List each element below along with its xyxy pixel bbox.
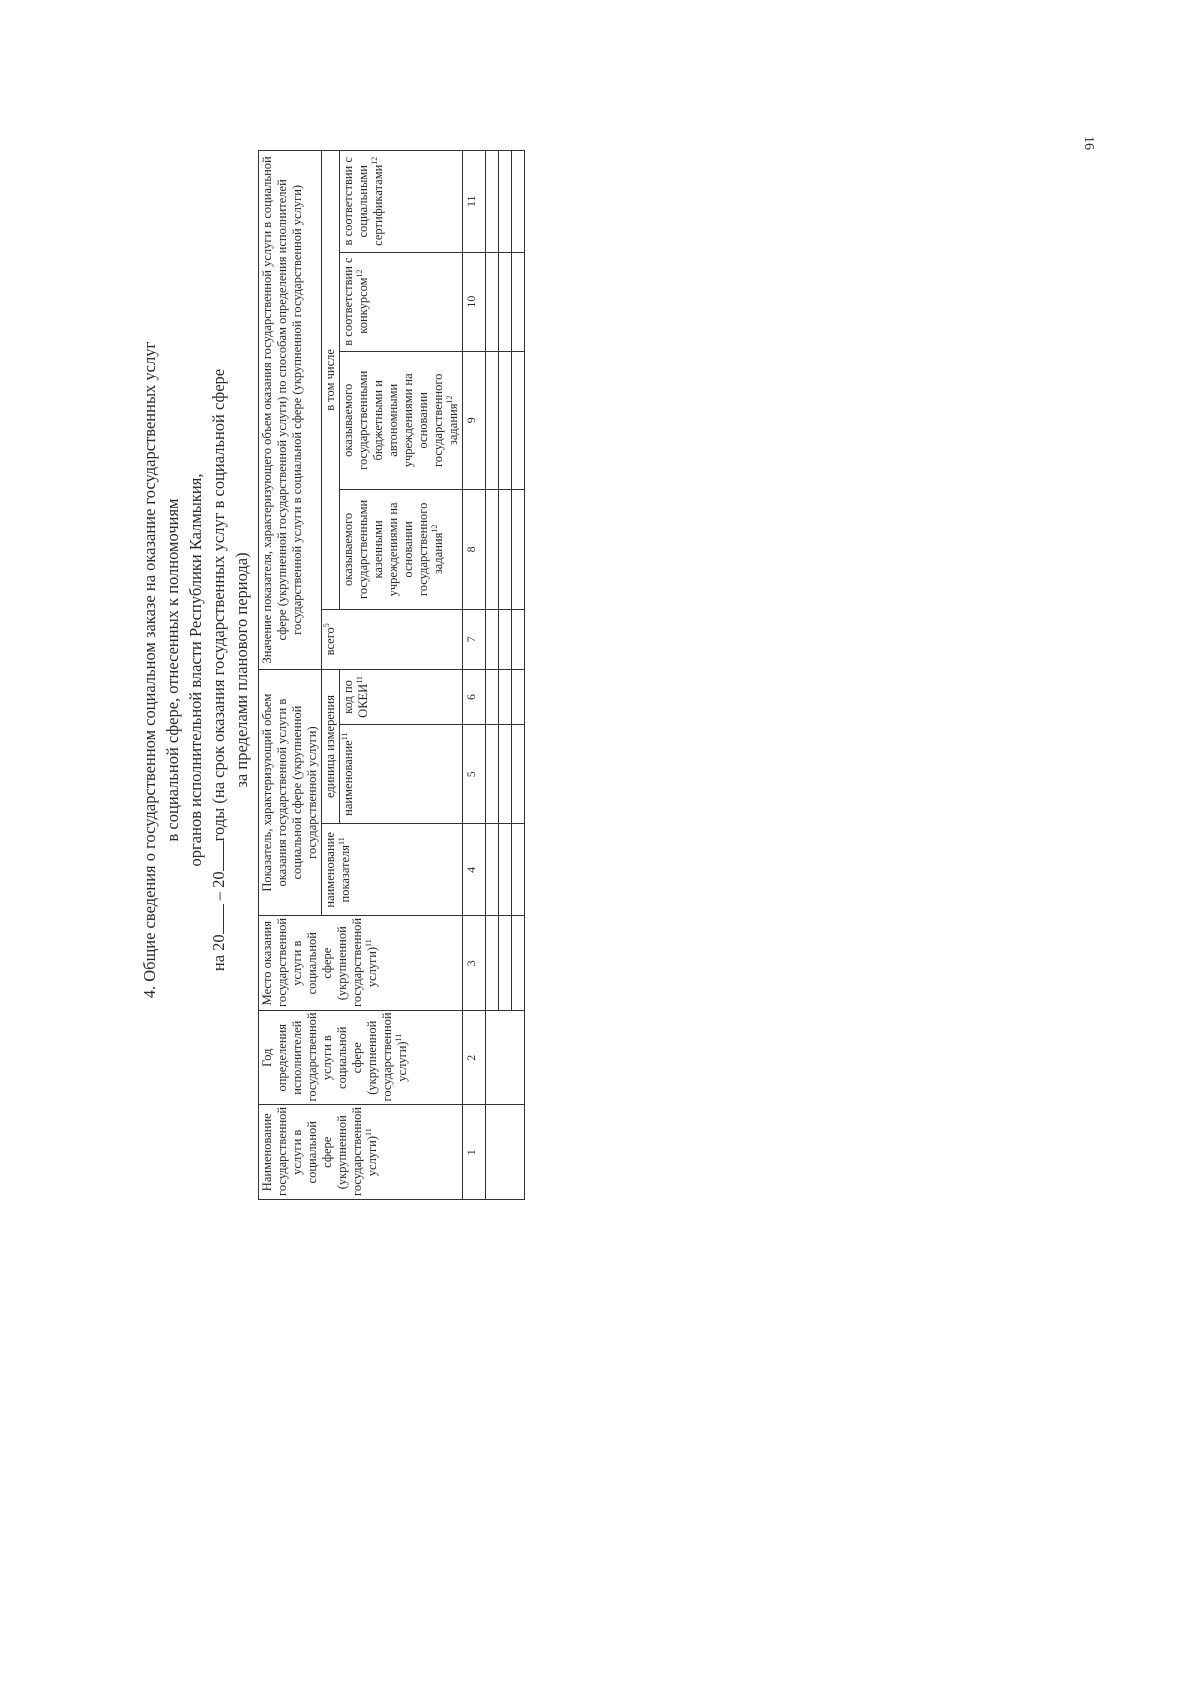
header-value-group: Значение показателя, характеризующего объем оказания государственной услуги в социальной сфере (укрупненной государственной услуги) по способам определения исполнителей государственной услуги в социальной сфере (укрупненной государственной услуги) (259, 151, 322, 670)
empty-cell (512, 609, 525, 669)
heading-line-5: за пределами планового периода) (232, 552, 251, 788)
header-certificates: в соответствии с социальными сертификатами$^{12}$ (340, 151, 463, 253)
page-number: 16 (1081, 136, 1096, 150)
header-unit-group: единица измерения (322, 669, 340, 823)
column-number: 1 (463, 1105, 486, 1200)
empty-cell (486, 1105, 525, 1200)
column-number: 5 (463, 725, 486, 824)
empty-cell (499, 609, 512, 669)
empty-cell (486, 351, 499, 489)
header-unit-code: код по ОКЕИ$^{11}$ (340, 669, 463, 724)
table-row (486, 151, 499, 1200)
column-number: 11 (463, 151, 486, 253)
rotated-sheet (138, 140, 578, 1200)
heading-line-2: в социальной сфере, отнесенных к полномочиям (163, 498, 182, 842)
column-number: 9 (463, 351, 486, 489)
header-budget-institutions: оказываемого государственными бюджетными и автономными учреждениями на основании государственного задания$^{12}$ (340, 351, 463, 489)
empty-cell (486, 725, 499, 824)
column-number: 8 (463, 489, 486, 609)
empty-cell (512, 351, 525, 489)
header-place: Место оказания государственной услуги в социальной сфере (укрупненной государственной услуги)$^{11}$ (259, 916, 463, 1011)
empty-cell (512, 489, 525, 609)
header-state-institutions: оказываемого государственными казенными учреждениями на основании государственного задания$^{12}$ (340, 489, 463, 609)
column-numbers-row (463, 151, 486, 1200)
header-including: в том числе (322, 151, 340, 610)
empty-cell (512, 725, 525, 824)
heading-line-4 (207, 140, 230, 1200)
empty-cell (512, 916, 525, 1011)
order-table-wrap (258, 150, 525, 1200)
empty-cell (486, 151, 499, 253)
empty-cell (499, 916, 512, 1011)
heading-line-1: 4. Общие сведения о государственном социальном заказе на оказание государственных услуг (140, 341, 159, 999)
column-number: 6 (463, 669, 486, 724)
header-unit-name: наименование$^{11}$ (340, 725, 463, 824)
heading-year-to-prefix: – 20 (209, 871, 228, 905)
header-indicator-group: Показатель, характеризующий объем оказания государственной услуги в социальной сфере (укрупненной государственной услуги) (259, 669, 322, 916)
header-competition: в соответствии с конкурсом$^{12}$ (340, 252, 463, 351)
column-number: 10 (463, 252, 486, 351)
header-indicator-name: наименование показателя$^{11}$ (322, 824, 463, 916)
empty-cell (499, 351, 512, 489)
heading-line-4-suffix: годы (на срок оказания государственных услуг в социальной сфере (209, 368, 228, 842)
empty-cell (499, 669, 512, 724)
empty-cell (486, 609, 499, 669)
empty-cell (512, 669, 525, 724)
empty-cell (499, 725, 512, 824)
empty-cell (486, 1010, 525, 1105)
column-number: 4 (463, 824, 486, 916)
header-service-name: Наименование государственной услуги в социальной сфере (укрупненной государственной услуги)$^{11}$ (259, 1105, 463, 1200)
header-year: Год определения исполнителей государственной услуги в социальной сфере (укрупненной государственной услуги)$^{11}$ (259, 1010, 463, 1105)
empty-cell (486, 252, 499, 351)
empty-cell (499, 151, 512, 253)
year-blank-2 (209, 841, 224, 871)
heading-year-from-prefix: на 20 (209, 934, 228, 972)
column-number: 3 (463, 916, 486, 1011)
empty-cell (499, 824, 512, 916)
column-number: 7 (463, 609, 486, 669)
empty-cell (512, 824, 525, 916)
year-blank-1 (209, 904, 224, 934)
empty-cell (486, 916, 499, 1011)
column-number: 2 (463, 1010, 486, 1105)
empty-cell (499, 252, 512, 351)
empty-cell (499, 489, 512, 609)
heading-line-3: органов исполнительной власти Республики Калмыкия, (186, 473, 205, 867)
empty-cell (486, 669, 499, 724)
empty-cell (512, 252, 525, 351)
empty-cell (512, 151, 525, 253)
empty-cell (486, 824, 499, 916)
header-total: всего$^5$ (322, 609, 463, 669)
empty-cell (486, 489, 499, 609)
section-heading (138, 140, 258, 1200)
social-order-table (258, 150, 525, 1200)
